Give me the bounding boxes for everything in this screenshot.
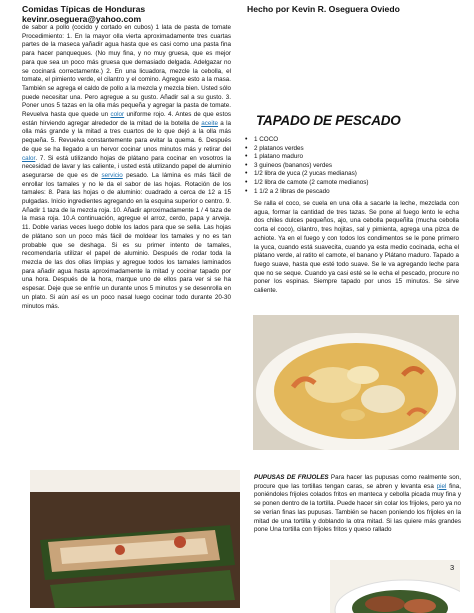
author-email: kevinr.oseguera@yahoo.com xyxy=(22,14,142,24)
procedure-text-part: . 7. Si está utilizando hojas de plátano para cocinar en vosotros la necesidad de lavar y las caliente, i usted está utilizando papel de aluminio asegurarse de que es de xyxy=(22,154,231,179)
ingredient-text: 1 COCO xyxy=(254,136,279,143)
tamales-photo xyxy=(30,470,240,608)
procedure-text-part: uniforme rojo. 4. Antes de que estos están hirviendo agregar alrededor de la mitad de la botella de xyxy=(22,111,231,127)
procedure-paragraph xyxy=(22,24,231,311)
bullet-icon: • xyxy=(245,161,248,169)
ingredient-text: 1 platano maduro xyxy=(254,153,304,161)
pupusas-photo xyxy=(330,560,460,613)
ingredient-text: 1 1/2 a 2 libras de pescado xyxy=(254,187,330,195)
procedure-text-part: de sabor a pollo (cocido y cortado en cubos) 1 lata de pasta de tomate Procedimiento: 1. En la mayor olla vierta aproximadamente tres cuartas partes de la maseca yañadir agua hasta que es casi como una pasta fina para hacer panqueques. (No muy fina, y no muy gruesa, que es mejor para que sea un poco más gruesa que demasiado delgada. Adelgazar no se cocinará correctamente.) 2. En una licuadora, mezcle la cebolla, el tomate, el pimiento verde, el cilantro y el comino. Agregue esto a la masa. También se agrega el caldo de pollo a la mezcla y mezcla bien. Usted sólo puede necesitar una. Pero agregue a su gusto. Añadir sal a su gusto. 3. Poner unos 5 tazas en la olla más pequeña y agregar la pasta de tomate. Revuelva hasta que quede un xyxy=(22,24,231,119)
piel-link[interactable]: piel xyxy=(436,482,447,490)
pupusas-text-part: fina, poniéndoles frijoles colados fritos en manteca y cebolla picada muy fina y se ponen dentro de la tortilla. Puede hacer sin colar los frijoles, pero ya no se verían finas las pupusas. También se hacen poniendo los frijoles en la mitad de una tortilla y doblando la otra mitad. Si las quiere más grandes pone Una tortilla con frijoles fritos y queso rallado xyxy=(254,482,461,534)
page-number: 3 xyxy=(450,563,455,572)
tamales-illustration xyxy=(30,470,240,608)
header-left xyxy=(22,4,145,24)
ingredient-item xyxy=(245,187,459,197)
ingredient-text: 3 guineos (bananos) verdes xyxy=(254,161,333,169)
bullet-icon: • xyxy=(245,187,248,195)
ingredient-item xyxy=(245,161,459,171)
ingredient-item xyxy=(245,144,459,154)
calor-link[interactable]: calor xyxy=(22,154,36,162)
page-header-title: Comidas Típicas de Honduras xyxy=(22,4,146,14)
ingredient-item xyxy=(245,153,459,162)
procedure-text-part: pesado. La lámina es más fácil de enrollar los tamales y no le da el sabor de las hojas. Rotación de los tamales: 8. Para las hojas o de aluminio: cuadrado a cerca de 12 a 15 pulgadas. Inicio ingredientes agregando en la esquina superior o centro. 9. Añadir 1 taza de la mezcla roja. 10. Añadir aproximadamente 1 / 4 taza de la masa roja. 10.A continuación, agregue el arroz, cerdo, papa y arveja. 11. Doble varias veces luego doble los lados para que se sella. Las hojas de plátano son un poco más fácil de moldear los tamales y no es tan probable que se deshaga. Si es su primer intento de tamales, recomendaría utilizar el papel de aluminio. Después de rodar toda la mezcla de las dos ollas limpias y agregue todos los tamales laminados para añadir agua hasta aproximadamente la mitad y cocinar tapado por una hora. Después de la hora, marque uno de ellos para ver si se ha espesar. Deje que se enfríe un durante unos 5 minutos y se desenrolla en un plato. Si aún así es un poco nasal luego cocinar todo durante 20-30 minutos más. xyxy=(22,171,231,310)
servicio-link[interactable]: servicio xyxy=(101,171,123,179)
ingredient-text: 2 platanos verdes xyxy=(254,144,304,152)
soup-bowl-illustration xyxy=(253,315,459,450)
bullet-icon: • xyxy=(245,136,248,143)
ingredient-item xyxy=(245,136,459,145)
tapado-procedure-text: Se ralla el coco, se cuela en una olla a sacarle la leche, mezclada con agua, formar la cantidad de tres tazas. Se pone al fuego lento le echa dos chiles dulces pequeños, ajo, una cebolla pequeñita (mucha cebolla corta el coco), cilantro, tres hojitas, sal y pimienta, agrega una pizca de achiote. Ya en el fuego y con todos los condimentos se le pone primero la yuca, cuando está suavecita, cuando ya esta medio cocinada, echa el plátano verde, al ratito el camote, el banano y Plátano maduro. Tapado a fuego suave, hasta que esté todo suave. Se le va agregando leche para que no se seque. Cuando ya casi esté se le echa el pescado, procure no poner los espinas. Siempre tapado por unos 15 minutos. Se sirve caliente. xyxy=(254,200,459,295)
ingredient-item xyxy=(245,170,459,179)
pupusas-text-part: Para hacer las pupusas como realmente son, procure que las tortillas tengan caras, se abren y levanta esa xyxy=(254,474,461,490)
ingredients-list xyxy=(245,136,459,196)
bullet-icon: • xyxy=(245,170,248,178)
color-link[interactable]: color xyxy=(110,111,125,119)
bullet-icon: • xyxy=(245,144,248,152)
tapado-photo xyxy=(253,315,459,450)
header-author: Hecho por Kevin R. Oseguera Oviedo xyxy=(247,4,400,14)
tapado-title: TAPADO DE PESCADO xyxy=(256,113,401,128)
procedure-text-part: a la olla más grande y la mitad a tres cuartos de lo que dejó a la olla más pequeña. 5. Revuelva constantemente para evitar la quema. 6. Después de que se ha llegado a un hervor cocinar unos minutos más y retirar del xyxy=(22,119,231,153)
bullet-icon: • xyxy=(245,153,248,161)
ingredient-text: 1/2 libra de yuca (2 yucas medianas) xyxy=(254,170,357,178)
ingredient-text: 1/2 libra de camote (2 camote medianos) xyxy=(254,178,369,186)
plate-illustration xyxy=(330,560,460,613)
ingredient-item xyxy=(245,178,459,188)
pupusas-text xyxy=(254,474,461,535)
bullet-icon: • xyxy=(245,178,248,186)
pupusas-title: PUPUSAS DE FRIJOLES xyxy=(254,474,329,481)
aceite-link[interactable]: aceite xyxy=(201,119,219,127)
tamales-procedure-text xyxy=(22,24,231,311)
